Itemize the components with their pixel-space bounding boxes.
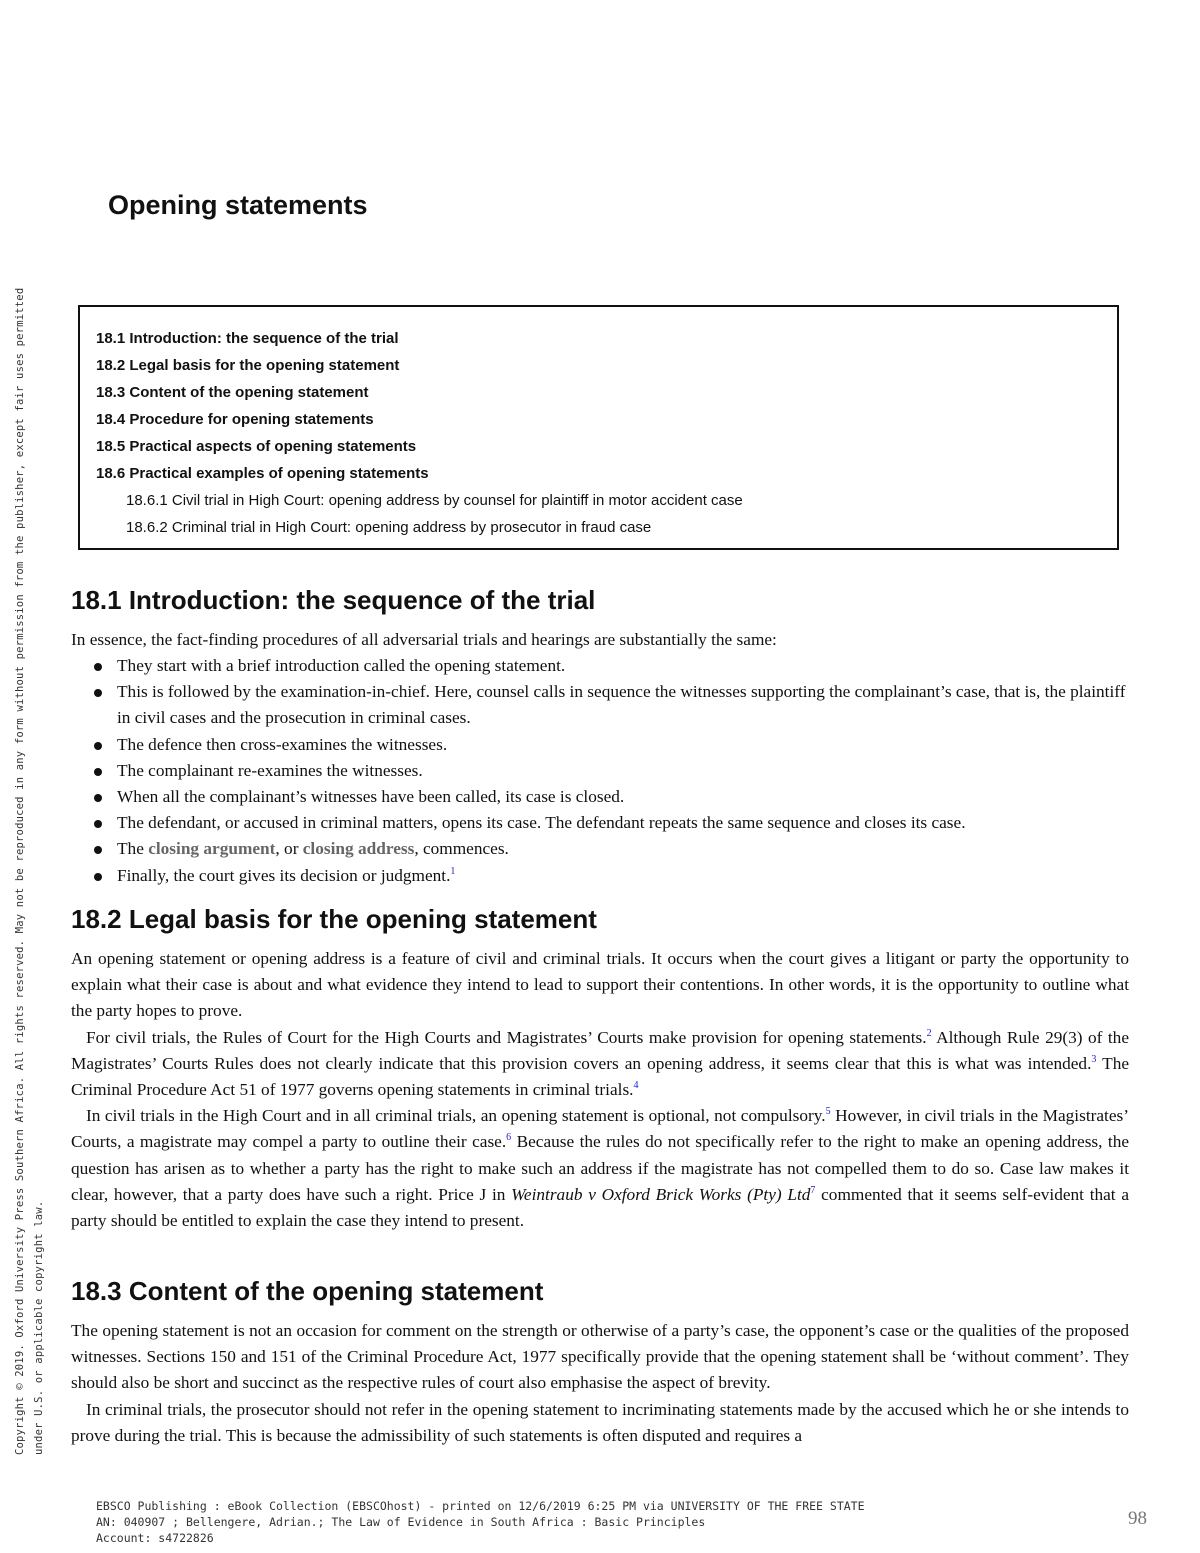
toc-item-18-5[interactable]: 18.5 Practical aspects of opening statements [96,438,417,455]
footnote-ref-6[interactable]: 6 [506,1132,512,1144]
glossary-term-closing-argument[interactable]: closing argument [148,839,276,859]
list-item-text: , or [275,839,303,859]
paragraph: In criminal trials, the prosecutor should not refer in the opening statement to incriminating statements made by the accused which he or she intends to prove during the trial. This is because the admissibility of such statements is often disputed and requires a [71,1399,1129,1445]
paragraph [71,1025,1129,1104]
toc-item-18-2[interactable]: 18.2 Legal basis for the opening statement [96,357,400,374]
paragraph: An opening statement or opening address is a feature of civil and criminal trials. It occurs when the court gives a litigant or party the opportunity to explain what their case is about and what evidence they intend to lead to support their contentions. In other words, it is the opportunity to outline what the party hopes to prove. [71,949,1129,1021]
copyright-side-line-1: Copyright © 2019. Oxford University Press Southern Africa. All rights reserved. May not be reproduced in any form without permission from the publisher, except fair uses permitted [14,287,26,1455]
list-item-text: The defence then cross-examines the witnesses. [117,734,448,754]
table-of-contents [78,305,1119,550]
chapter-title: Opening statements [108,190,368,220]
list-item-text: Finally, the court gives its decision or judgment. [117,865,451,885]
list-item [71,810,1129,836]
list-item-text: The defendant, or accused in criminal matters, opens its case. The defendant repeats the same sequence and closes its case. [117,813,966,833]
footnote-ref-2[interactable]: 2 [926,1027,932,1039]
footer-line-2: AN: 040907 ; Bellengere, Adrian.; The Law of Evidence in South Africa : Basic Principles [96,1515,706,1529]
paragraph-text: The Criminal Procedure Act 51 of 1977 governs opening statements in criminal trials. [71,1053,1130,1100]
list-item [71,758,1129,784]
toc-item-18-4[interactable]: 18.4 Procedure for opening statements [96,411,374,428]
paragraph-text: However, in civil trials in the Magistrates’ Courts, a magistrate may compel a party to outline their case. [71,1106,1129,1152]
footnote-ref-7[interactable]: 7 [810,1185,816,1197]
toc-subitem-18-6-2[interactable]: 18.6.2 Criminal trial in High Court: opening address by prosecutor in fraud case [126,519,652,536]
trial-sequence-list [71,653,1129,889]
section-18-1-intro [71,627,1129,653]
footnote-ref-5[interactable]: 5 [825,1106,831,1118]
list-item-text: They start with a brief introduction called the opening statement. [117,656,566,675]
paragraph-text: For civil trials, the Rules of Court for the High Courts and Magistrates’ Courts make provision for opening statements. [86,1027,927,1047]
copyright-side-line-2: under U.S. or applicable copyright law. [33,1200,45,1455]
list-item [71,784,1129,810]
list-item-text: The complainant re-examines the witnesses. [117,760,423,780]
copyright-sidebar [0,0,45,1455]
toc-subitem-18-6-1[interactable]: 18.6.1 Civil trial in High Court: opening address by counsel for plaintiff in motor accident case [126,492,743,509]
footer-line-1: EBSCO Publishing : eBook Collection (EBSCOhost) - printed on 12/6/2019 6:25 PM via UNIVERSITY OF THE FREE STATE [96,1499,865,1513]
toc-item-18-3[interactable]: 18.3 Content of the opening statement [96,384,369,401]
section-18-3-body [71,1318,1129,1449]
list-item-text: , commences. [414,839,509,859]
paragraph-text: Although Rule 29(3) of the Magistrates’ Courts Rules does not clearly indicate that this provision covers an opening address, it seems clear that this is what was intended. [71,1027,1129,1073]
paragraph: In essence, the fact-finding procedures of all adversarial trials and hearings are substantially the same: [71,630,777,649]
list-item [71,836,1129,862]
glossary-term-closing-address[interactable]: closing address [302,839,415,859]
page-number: 98 [1128,1508,1147,1529]
footnote-ref-3[interactable]: 3 [1091,1054,1097,1066]
paragraph-text: Because the rules do not specifically refer to the right to make an opening address, the question has arisen as to whether a party has the right to make such an address if the magistrate has not compelled them to do so. Case law makes it clear, however, that a party does have such a right. Price J in [71,1132,1130,1204]
paragraph-text: commented that it seems self-evident that a party should be entitled to explain the case they intend to present. [71,1184,1129,1231]
list-item [71,679,1129,731]
section-18-2-body [71,946,1129,1234]
case-citation: Weintraub v Oxford Brick Works (Pty) Ltd [511,1184,811,1204]
list-item [71,732,1129,758]
print-footer [96,1498,865,1546]
list-item-text: When all the complainant’s witnesses have been called, its case is closed. [117,787,625,807]
section-heading-18-1: 18.1 Introduction: the sequence of the trial [71,585,596,615]
footnote-ref-1[interactable]: 1 [450,865,456,877]
list-item [71,653,1129,679]
paragraph [71,1103,1129,1234]
toc-item-18-1[interactable]: 18.1 Introduction: the sequence of the trial [96,330,399,347]
paragraph-text: In civil trials in the High Court and in all criminal trials, an opening statement is optional, not compulsory. [86,1106,826,1126]
paragraph: The opening statement is not an occasion for comment on the strength or otherwise of a party’s case, the opponent’s case or the qualities of the proposed witnesses. Sections 150 and 151 of the Criminal Procedure Act, 1977 specifically provide that the opening statement shall be ‘without comment’. They should also be short and succinct as the respective rules of court also emphasise the aspect of brevity. [71,1321,1129,1393]
section-heading-18-3: 18.3 Content of the opening statement [71,1276,544,1306]
section-heading-18-2: 18.2 Legal basis for the opening statement [71,904,597,934]
footer-line-3: Account: s4722826 [96,1531,214,1545]
footnote-ref-4[interactable]: 4 [633,1080,639,1092]
list-item-text: The [117,839,149,859]
list-item [71,863,1129,889]
toc-item-18-6[interactable]: 18.6 Practical examples of opening statements [96,465,429,482]
list-item-text: This is followed by the examination-in-chief. Here, counsel calls in sequence the witnesses supporting the complainant’s case, that is, the plaintiff in civil cases and the prosecution in criminal cases. [117,682,1126,728]
